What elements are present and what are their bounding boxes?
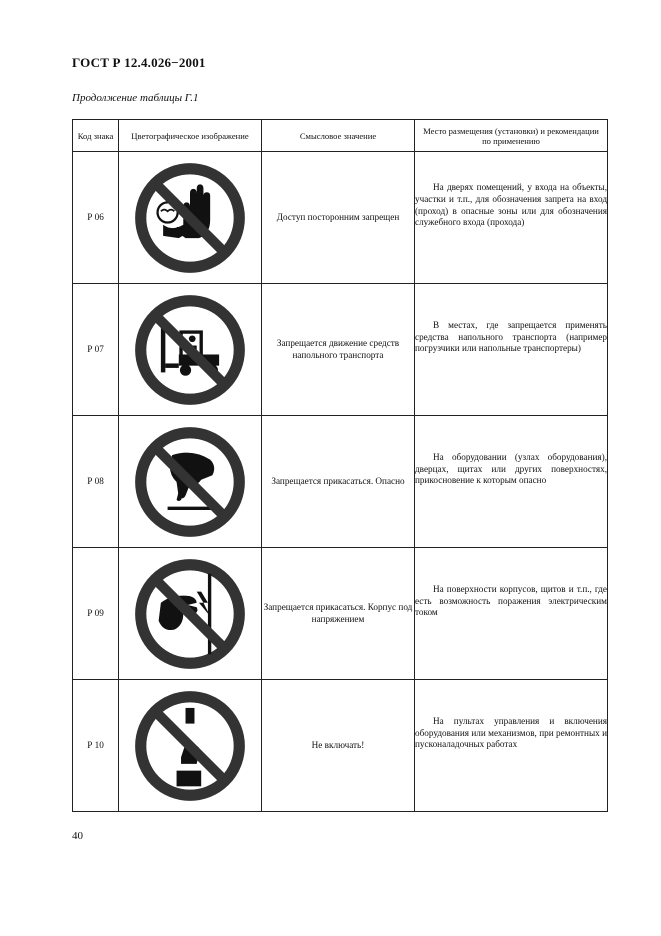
table-row [73, 284, 608, 416]
sign-meaning: Запрещается прикасаться. Опасно [262, 416, 415, 548]
table-row [73, 416, 608, 548]
sign-meaning: Доступ посторонним запрещен [262, 152, 415, 284]
sign-placement: В местах, где запрещается применять средства напольного транспорта (например погрузчики или напольные транспортеры) [415, 320, 607, 354]
column-header-image: Цветографическое изображение [119, 120, 262, 152]
column-header-meaning: Смысловое значение [262, 120, 415, 152]
do-not-touch-live-icon [134, 558, 246, 670]
signs-table [72, 119, 608, 812]
sign-placement: На пультах управления и включения оборудования или механизмов, при ремонтных и пусконаладочных работах [415, 716, 607, 750]
do-not-touch-icon [134, 426, 246, 538]
sign-code: Р 07 [73, 284, 119, 416]
sign-meaning: Запрещается движение средств напольного транспорта [262, 284, 415, 416]
sign-code: Р 10 [73, 680, 119, 812]
column-header-placement: Место размещения (установки) и рекомендации по применению [415, 120, 608, 152]
sign-placement: На дверях помещений, у входа на объекты, участки и т.п., для обозначения запрета на вход (проход) в опасные зоны или для обозначения служебного входа (прохода) [415, 182, 607, 228]
no-unauthorized-access-icon [134, 162, 246, 274]
no-forklift-icon [134, 294, 246, 406]
table-row [73, 680, 608, 812]
document-header: ГОСТ Р 12.4.026−2001 [72, 55, 206, 70]
sign-code: Р 09 [73, 548, 119, 680]
table-row [73, 548, 608, 680]
table-header-row [73, 120, 608, 152]
sign-placement: На оборудовании (узлах оборудования), дверцах, щитах или других поверхностях, прикосновение к которым опасно [415, 452, 607, 486]
sign-meaning: Не включать! [262, 680, 415, 812]
sign-code: Р 08 [73, 416, 119, 548]
sign-placement: На поверхности корпусов, щитов и т.п., где есть возможность поражения электрическим током [415, 584, 607, 618]
table-row [73, 152, 608, 284]
sign-code: Р 06 [73, 152, 119, 284]
do-not-switch-on-icon [134, 690, 246, 802]
page-number: 40 [72, 830, 83, 842]
table-caption: Продолжение таблицы Г.1 [72, 92, 199, 104]
column-header-code: Код знака [73, 120, 119, 152]
sign-meaning: Запрещается прикасаться. Корпус под напряжением [262, 548, 415, 680]
